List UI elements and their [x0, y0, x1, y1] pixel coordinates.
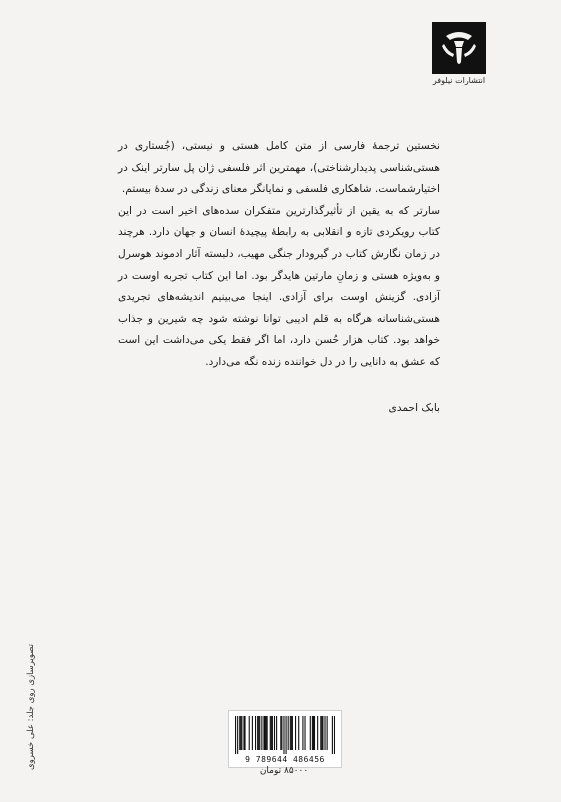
publisher-logo-icon — [432, 22, 486, 74]
barcode-bar — [317, 716, 318, 750]
barcode-bar — [264, 716, 265, 750]
blurb-text — [118, 136, 440, 374]
barcode-bar — [239, 716, 240, 750]
barcode-bar — [237, 716, 238, 754]
barcode-bar — [314, 716, 315, 750]
barcode-bar — [313, 716, 314, 750]
barcode-bar — [292, 716, 293, 750]
barcode-bar — [266, 716, 267, 750]
isbn-number: 9 789644 486456 — [245, 755, 325, 764]
barcode-bar — [259, 716, 260, 750]
barcode-bar — [332, 716, 333, 754]
barcode-bar — [270, 716, 271, 750]
barcode-bar — [276, 716, 277, 750]
barcode-bar — [252, 716, 253, 750]
barcode-bar — [255, 716, 256, 750]
barcode-bar — [271, 716, 272, 750]
barcode-bar — [261, 716, 262, 750]
blurb-paragraph-1: نخستین ترجمهٔ فارسی از متن کامل هستی و نیستی، (جُستاری در هستی‌شناسی پدیدارشناختی)، مهمترین اثر فلسفی ژان پل سارتر اینک در اختیارشماست. شاهکاری فلسفی و نمایانگر معنای زندگی در سدهٔ بیستم. — [118, 140, 440, 196]
cover-illustration-credit: تصویرسازی روی جلد: علی خسروی — [26, 644, 36, 770]
barcode-bar — [272, 716, 273, 750]
barcode-bar — [283, 716, 284, 754]
barcode-bar — [288, 716, 289, 750]
barcode-bar — [244, 716, 245, 750]
barcode-bar — [280, 716, 281, 750]
barcode-bar — [324, 716, 325, 750]
barcode-bar — [322, 716, 323, 750]
barcode-bar — [320, 716, 321, 750]
blurb-paragraph-2: سارتر که به یقین از تأثیرگذارترین متفکران سده‌های اخیر است در این کتاب رویکردی تازه و انقلابی به رابطهٔ پیچیدهٔ انسان و جهان دارد. هرچند در زمان نگارش کتاب در گیرودار جنگی مهیب، دلبسته آثار ادموند هوسرل و به‌ویژه هستی و زمانِ مارتین هایدگر بود. اما این کتاب تجربه اوست در آزادی. گزینش اوست برای آزادی. اینجا می‌بینیم اندیشه‌های تجریدی هستی‌شناسانه هرگاه به قلم ادیبی توانا نوشته شود چه شیرین و جذاب خواهد بود. کتاب هزار حُسن دارد، اما اگر فقط یکی می‌داشت این است که عشق به دانایی را در دل خواننده زنده نگه می‌دارد. — [118, 204, 440, 368]
barcode-bar — [241, 716, 242, 750]
barcode-bar — [235, 716, 236, 754]
barcode-bar — [243, 716, 244, 750]
barcode-bar — [274, 716, 275, 750]
barcode-bar — [257, 716, 258, 750]
barcode-bar — [295, 716, 296, 750]
barcode-bar — [291, 716, 292, 750]
barcode-bar — [312, 716, 313, 750]
barcode-bar — [240, 716, 241, 750]
barcode-bar — [281, 716, 282, 750]
barcode-bar — [304, 716, 305, 750]
barcode-bar — [286, 716, 287, 754]
barcode-bar — [321, 716, 322, 750]
barcode-bar — [263, 716, 264, 750]
barcode-bar — [327, 716, 328, 750]
publisher-name: انتشارات نیلوفر — [432, 76, 486, 85]
barcode-bar — [310, 716, 311, 750]
publisher-logo — [432, 22, 486, 74]
blurb-author: بابک احمدی — [388, 402, 440, 414]
barcode-bar — [267, 716, 268, 750]
barcode — [228, 710, 342, 768]
price: ۸۵۰۰۰ تومان — [259, 766, 309, 776]
barcode-bar — [334, 716, 335, 754]
barcode-bar — [298, 716, 299, 750]
barcode-bar — [249, 716, 250, 750]
barcode-bar — [258, 716, 259, 750]
barcode-bar — [290, 716, 291, 750]
barcode-bars — [235, 716, 335, 754]
barcode-bar — [302, 716, 303, 750]
